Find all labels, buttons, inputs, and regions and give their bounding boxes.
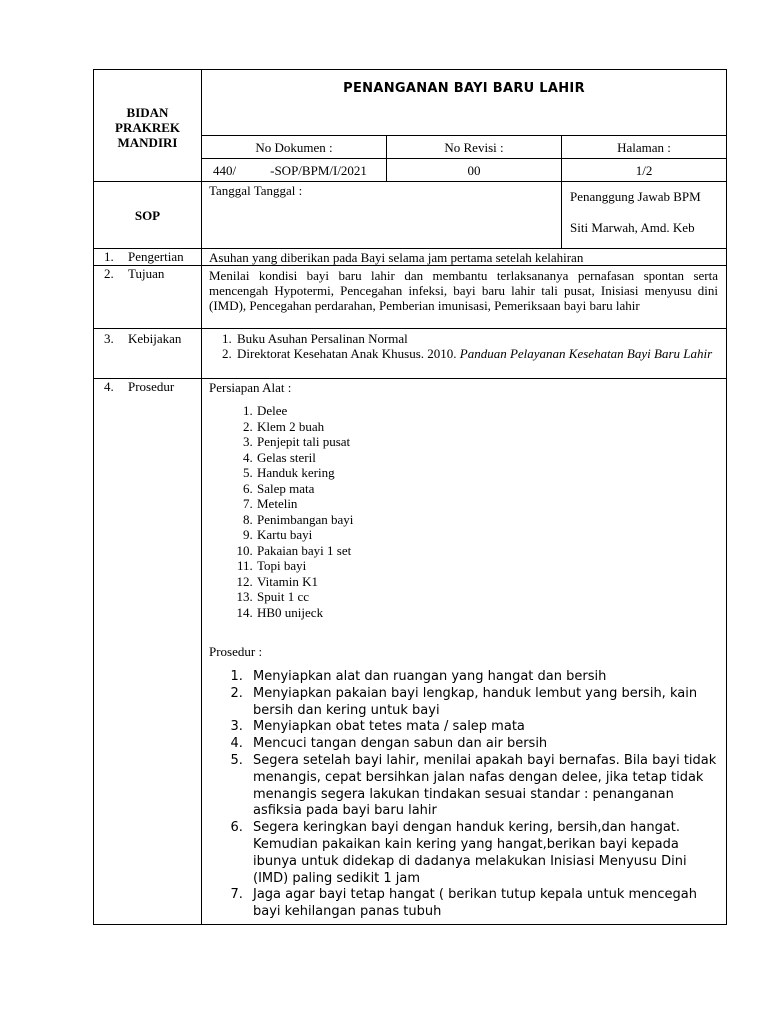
no-dokumen-label: No Dokumen : <box>202 136 387 159</box>
no-revisi-value: 00 <box>387 159 562 182</box>
prosedur-step: 4. Mencuci tangan dengan sabun dan air bersih <box>247 736 718 753</box>
prosedur-step: 6. Segera keringkan bayi dengan handuk kering, bersih,dan hangat. Kemudian pakaikan kain kering yang hangat,berikan bayi kepada ibunya untuk didekap di dadanya melakukan Inisiasi Menyusu Dini (IMD) paling sedikit 1 jam <box>247 820 718 887</box>
alat-list <box>209 403 718 620</box>
alat-item: 5. Handuk kering <box>256 465 718 481</box>
no-revisi-label: No Revisi : <box>387 136 562 159</box>
kebijakan-label-cell <box>94 329 202 379</box>
alat-item: 8. Penimbangan bayi <box>256 512 718 528</box>
sop-document <box>93 69 726 925</box>
prosedur-label: Prosedur <box>128 379 175 394</box>
alat-item: 11. Topi bayi <box>256 558 718 574</box>
alat-item: 10. Pakaian bayi 1 set <box>256 543 718 559</box>
alat-item: 9. Kartu bayi <box>256 527 718 543</box>
pengertian-label: Pengertian <box>128 249 184 264</box>
kebijakan-number: 3. <box>104 331 114 346</box>
pengertian-label-cell <box>94 249 202 266</box>
no-dokumen-value <box>202 159 387 182</box>
tujuan-number: 2. <box>104 266 114 281</box>
tujuan-label-cell <box>94 266 202 329</box>
tujuan-label: Tujuan <box>128 266 165 281</box>
penanggung-jawab-label: Penanggung Jawab BPM <box>570 189 701 204</box>
penanggung-jawab-cell <box>562 182 727 249</box>
alat-item: 1. Delee <box>256 403 718 419</box>
no-dokumen-code: -SOP/BPM/I/2021 <box>270 162 367 178</box>
kebijakan-list <box>209 331 718 361</box>
prosedur-steps-list <box>209 669 718 921</box>
tanggal-label: Tanggal Tanggal : <box>209 183 303 198</box>
alat-item: 3. Penjepit tali pusat <box>256 434 718 450</box>
prosedur-step: 7. Jaga agar bayi tetap hangat ( berikan tutup kepala untuk mencegah bayi kehilangan panas tubuh <box>247 887 718 921</box>
prosedur-label-cell <box>94 379 202 925</box>
prosedur-step: 5. Segera setelah bayi lahir, menilai apakah bayi bernafas. Bila bayi tidak menangis, cepat bersihkan jalan nafas dengan delee, jika tetap tidak menangis segera lakukan tindakan sesuai standar : penanganan asfiksia pada bayi baru lahir <box>247 753 718 820</box>
sop-label: SOP <box>94 182 202 249</box>
kebijakan-label: Kebijakan <box>128 331 182 346</box>
halaman-label: Halaman : <box>562 136 727 159</box>
alat-item: 6. Salep mata <box>256 481 718 497</box>
alat-item: 2. Klem 2 buah <box>256 419 718 435</box>
no-dokumen-prefix: 440/ <box>213 162 237 178</box>
halaman-value: 1/2 <box>562 159 727 182</box>
organization-name <box>94 70 202 182</box>
prosedur-step: 2. Menyiapkan pakaian bayi lengkap, handuk lembut yang bersih, kain bersih dan kering untuk bayi <box>247 686 718 720</box>
kebijakan-item: 1. Buku Asuhan Persalinan Normal <box>235 331 718 346</box>
alat-item: 7. Metelin <box>256 496 718 512</box>
kebijakan-content <box>202 329 727 379</box>
penanggung-jawab-name: Siti Marwah, Amd. Keb <box>570 220 695 235</box>
pengertian-number: 1. <box>104 249 114 264</box>
kebijakan-item <box>235 346 718 361</box>
pengertian-text: Asuhan yang diberikan pada Bayi selama jam pertama setelah kelahiran <box>202 249 727 266</box>
kebijakan-item-italic: Panduan Pelayanan Kesehatan Bayi Baru Lahir <box>459 346 713 361</box>
alat-item: 14. HB0 unijeck <box>256 605 718 621</box>
kebijakan-item-plain: Direktorat Kesehatan Anak Khusus. 2010. <box>237 346 457 361</box>
organization-line-2: PRAKREK <box>115 120 180 135</box>
alat-item: 13. Spuit 1 cc <box>256 589 718 605</box>
persiapan-alat-label: Persiapan Alat : <box>209 380 292 395</box>
prosedur-step: 1. Menyiapkan alat dan ruangan yang hangat dan bersih <box>247 669 718 686</box>
tanggal-cell <box>202 182 562 249</box>
sop-table <box>93 69 727 925</box>
prosedur-subheading: Prosedur : <box>209 644 263 659</box>
organization-line-1: BIDAN <box>126 105 169 120</box>
alat-item: 4. Gelas steril <box>256 450 718 466</box>
prosedur-number: 4. <box>104 379 114 394</box>
document-title: PENANGANAN BAYI BARU LAHIR <box>202 70 727 136</box>
organization-line-3: MANDIRI <box>117 135 178 150</box>
alat-item: 12. Vitamin K1 <box>256 574 718 590</box>
prosedur-content <box>202 379 727 925</box>
prosedur-step: 3. Menyiapkan obat tetes mata / salep mata <box>247 719 718 736</box>
tujuan-text: Menilai kondisi bayi baru lahir dan membantu terlaksananya pernafasan spontan serta mencengah Hypotermi, Pencegahan infeksi, bayi baru lahir tali pusat, Inisiasi menyusu dini (IMD), Pencegahan perdarahan, Pemberian imunisasi, Pemeriksaan bayi baru lahir <box>202 266 727 329</box>
